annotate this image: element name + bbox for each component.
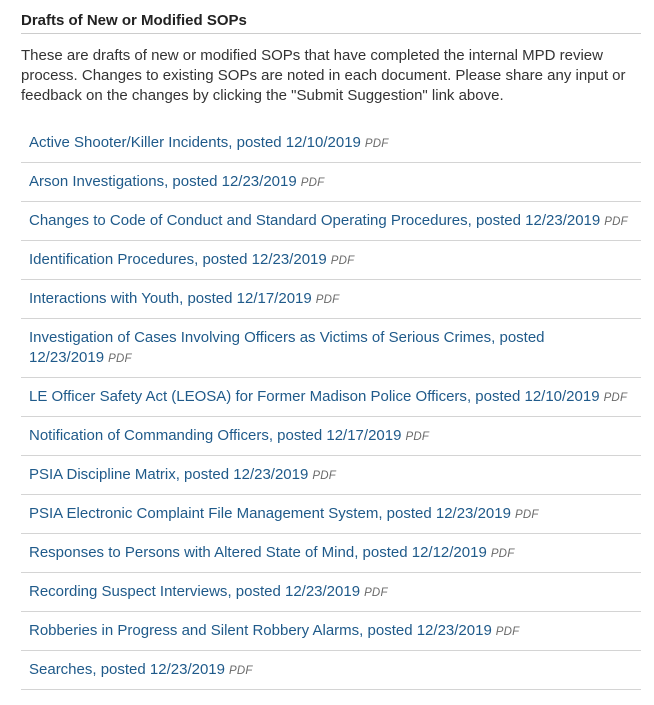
sop-posted-date: , posted 12/23/2019	[227, 583, 361, 600]
sop-title: Changes to Code of Conduct and Standard Operating Procedures	[29, 212, 468, 229]
intro-paragraph: These are drafts of new or modified SOPs that have completed the internal MPD review process. Changes to existing SOPs are noted in each document. Please share any input or feedback on the changes by clicking the "Submit Suggestion" link above.	[21, 47, 626, 104]
list-item	[21, 456, 641, 495]
sop-title: PSIA Electronic Complaint File Management System	[29, 505, 379, 522]
sop-title: Recording Suspect Interviews	[29, 583, 228, 600]
sop-link-recording-suspect-interviews[interactable]	[29, 583, 360, 600]
list-item	[21, 612, 641, 651]
sop-title: PSIA Discipline Matrix	[29, 466, 176, 483]
sop-posted-date: , posted 12/23/2019	[194, 251, 327, 268]
list-item	[21, 495, 641, 534]
list-item	[21, 124, 641, 163]
pdf-badge: PDF	[229, 665, 253, 677]
sop-link-robberies-in-progress[interactable]	[29, 622, 492, 639]
sop-title: Searches	[29, 661, 93, 678]
pdf-badge: PDF	[514, 509, 539, 521]
list-item	[21, 202, 641, 241]
list-item	[21, 417, 641, 456]
sop-list	[21, 124, 641, 690]
sop-posted-date: , posted 12/23/2019	[164, 173, 297, 190]
pdf-badge: PDF	[315, 294, 340, 306]
sop-link-officers-as-victims[interactable]	[29, 329, 545, 366]
pdf-badge: PDF	[490, 548, 515, 560]
sop-link-psia-complaint-file-system[interactable]	[29, 505, 511, 522]
sop-link-interactions-with-youth[interactable]	[29, 290, 312, 307]
list-item	[21, 378, 641, 417]
sop-title: Responses to Persons with Altered State of Mind	[29, 544, 355, 561]
sop-title: LE Officer Safety Act (LEOSA) for Former Madison Police Officers	[29, 388, 467, 405]
sop-posted-date: , posted 12/23/2019	[175, 466, 309, 483]
sop-posted-date: , posted 12/17/2019	[179, 290, 312, 307]
sop-posted-date: , posted 12/23/2019	[359, 622, 492, 639]
sop-title: Arson Investigations	[29, 173, 165, 190]
list-item	[21, 163, 641, 202]
sop-title: Active Shooter/Killer Incidents	[29, 134, 229, 151]
pdf-badge: PDF	[312, 470, 336, 482]
pdf-badge: PDF	[603, 392, 628, 404]
sop-posted-date: , posted 12/23/2019	[378, 505, 511, 522]
sop-posted-date: , posted 12/12/2019	[354, 544, 487, 561]
section-title: Drafts of New or Modified SOPs	[21, 12, 641, 34]
list-item	[21, 534, 641, 573]
sop-link-identification-procedures[interactable]	[29, 251, 327, 268]
sop-posted-date: , posted 12/23/2019	[92, 661, 225, 678]
sop-title: Interactions with Youth	[29, 290, 180, 307]
sop-link-code-of-conduct[interactable]	[29, 212, 600, 229]
list-item	[21, 573, 641, 612]
sop-posted-date: , posted 12/10/2019	[466, 388, 600, 405]
sop-title: Identification Procedures	[29, 251, 195, 268]
pdf-badge: PDF	[495, 626, 520, 638]
list-item	[21, 241, 641, 280]
sop-link-psia-discipline-matrix[interactable]	[29, 466, 308, 483]
list-item	[21, 280, 641, 319]
sop-link-active-shooter[interactable]	[29, 134, 361, 151]
sop-link-altered-state-of-mind[interactable]	[29, 544, 487, 561]
list-item	[21, 319, 641, 378]
pdf-badge: PDF	[330, 255, 355, 267]
sop-posted-date: , posted 12/10/2019	[228, 134, 361, 151]
sop-link-notification-commanding-officers[interactable]	[29, 427, 401, 444]
sop-title: Robberies in Progress and Silent Robbery Alarms	[29, 622, 360, 639]
sop-title: Notification of Commanding Officers	[29, 427, 269, 444]
sop-link-arson-investigations[interactable]	[29, 173, 297, 190]
pdf-badge: PDF	[405, 431, 430, 443]
pdf-badge: PDF	[108, 353, 132, 365]
sop-posted-date: , posted 12/17/2019	[268, 427, 402, 444]
sop-posted-date: , posted 12/23/2019	[467, 212, 601, 229]
sop-link-searches[interactable]	[29, 661, 225, 678]
sop-posted-date: , posted 12/23/2019	[29, 329, 545, 366]
sop-link-leosa[interactable]	[29, 388, 600, 405]
pdf-badge: PDF	[300, 177, 325, 189]
pdf-badge: PDF	[364, 587, 388, 599]
pdf-badge: PDF	[364, 138, 389, 150]
list-item	[21, 651, 641, 690]
pdf-badge: PDF	[604, 216, 628, 228]
sop-title: Investigation of Cases Involving Officers as Victims of Serious Crimes	[29, 329, 492, 346]
